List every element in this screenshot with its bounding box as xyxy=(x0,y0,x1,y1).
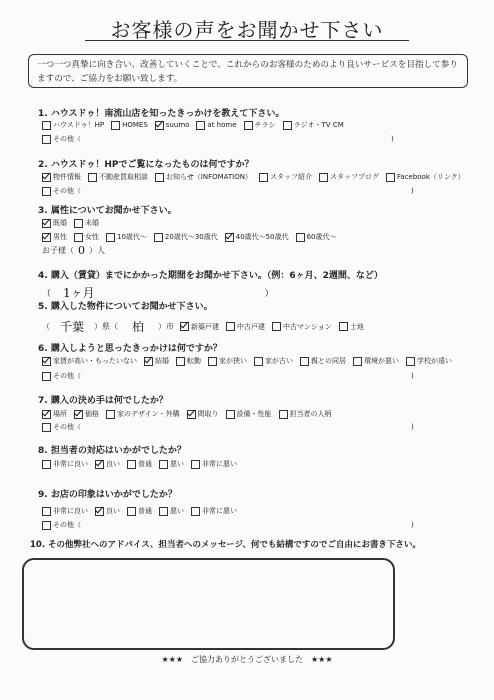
q1-option-label: ラジオ・TV CM xyxy=(293,121,344,129)
q5-location-row xyxy=(42,318,371,335)
q6-checkbox[interactable] xyxy=(353,357,362,366)
q5-type-option[interactable] xyxy=(226,322,265,332)
q5-type-option-label: 中古戸建 xyxy=(237,322,266,331)
q6-option-label: 家が狭い xyxy=(219,357,247,365)
q8-option[interactable] xyxy=(42,459,88,469)
q8-option-label: 非常に良い xyxy=(53,460,88,468)
q7-other-row xyxy=(42,422,414,432)
q6-checkbox[interactable] xyxy=(254,357,263,366)
q6-other-row xyxy=(42,371,414,381)
q2-option-label: お知らせ（INFOMATION） xyxy=(166,173,252,181)
q9-option[interactable] xyxy=(191,506,237,516)
q6-option[interactable] xyxy=(254,356,293,366)
q5-open-paren: （ xyxy=(42,322,50,331)
q7-option[interactable] xyxy=(74,409,99,419)
q7-other-close: ) xyxy=(411,423,414,431)
q3-gender-age-option-label: 10歳代～ xyxy=(117,233,147,241)
q6-option[interactable] xyxy=(353,356,399,366)
q5-type-option[interactable] xyxy=(180,322,219,332)
q7-checkbox[interactable] xyxy=(74,410,83,419)
q2-option[interactable] xyxy=(386,172,465,182)
q2-option[interactable] xyxy=(259,172,312,182)
q2-other-row xyxy=(42,186,414,196)
q1-option-label: チラシ xyxy=(254,121,276,129)
q3-gender-age-option[interactable] xyxy=(154,232,218,242)
q3-children-suffix: ）人 xyxy=(89,246,105,255)
q7-title: 7. 購入の決め手は何でしたか？ xyxy=(38,396,168,406)
q3-marital-option[interactable] xyxy=(42,218,67,228)
q1-other-row xyxy=(42,134,394,144)
q6-option[interactable] xyxy=(406,356,452,366)
q7-option-label: 設備・性能 xyxy=(236,410,272,418)
q3-gender-age-option[interactable] xyxy=(106,232,147,242)
q6-options xyxy=(42,356,459,366)
q5-type-option-label: 土地 xyxy=(349,322,364,331)
q7-option[interactable] xyxy=(279,409,332,419)
q6-checkbox[interactable] xyxy=(42,357,51,366)
q7-option[interactable] xyxy=(42,409,67,419)
q3-gender-age-option[interactable] xyxy=(42,232,67,242)
q5-city[interactable]: 柏 xyxy=(132,320,145,334)
q7-other-checkbox[interactable] xyxy=(42,423,51,432)
q2-other-label: その他（ xyxy=(53,187,81,195)
q3-children-label: お子様（ xyxy=(42,246,74,255)
q5-type-option[interactable] xyxy=(339,322,364,332)
q7-option-label: 家のデザイン・外構 xyxy=(117,410,180,418)
q2-option[interactable] xyxy=(319,172,379,182)
q3-gender-age-checkbox[interactable] xyxy=(225,233,234,242)
q5-types xyxy=(180,322,371,332)
q2-checkbox[interactable] xyxy=(259,173,268,182)
q9-checkbox[interactable] xyxy=(127,507,136,516)
q6-option[interactable] xyxy=(208,356,247,366)
q3-marital xyxy=(42,218,106,228)
q3-gender-age-checkbox[interactable] xyxy=(106,233,115,242)
q7-option-label: 担当者の人柄 xyxy=(289,410,332,418)
q9-option-label: 非常に良い xyxy=(53,507,88,515)
q8-options xyxy=(42,459,244,469)
q3-marital-option[interactable] xyxy=(74,218,99,228)
q4-close-paren: ） xyxy=(264,289,274,299)
q2-checkbox[interactable] xyxy=(386,173,395,182)
q2-checkbox[interactable] xyxy=(155,173,164,182)
q5-type-checkbox[interactable] xyxy=(272,322,281,331)
q6-option[interactable] xyxy=(42,356,137,366)
q6-option-label: 結婚 xyxy=(155,357,169,365)
q9-option-label: 悪い xyxy=(170,507,184,515)
q8-title: 8. 担当者の対応はいかがでしたか？ xyxy=(38,446,186,456)
q3-gender-age-option-label: 20歳代～30歳代 xyxy=(164,233,218,241)
q8-option[interactable] xyxy=(191,459,237,469)
q3-gender-age-checkbox[interactable] xyxy=(296,233,305,242)
q7-option[interactable] xyxy=(226,409,272,419)
q5-type-checkbox[interactable] xyxy=(339,322,348,331)
q6-option-label: 家賃が高い・もったいない xyxy=(53,357,137,365)
q2-option-label: スタッフ紹介 xyxy=(270,173,312,181)
q8-checkbox[interactable] xyxy=(159,460,168,469)
q2-other-checkbox[interactable] xyxy=(42,187,51,196)
q6-checkbox[interactable] xyxy=(406,357,415,366)
q3-gender-age-option[interactable] xyxy=(225,232,289,242)
q3-gender-age-option-label: 女性 xyxy=(85,233,99,241)
q5-type-checkbox[interactable] xyxy=(180,322,189,331)
q6-option-label: 環境が悪い xyxy=(364,357,399,365)
q6-option[interactable] xyxy=(300,356,346,366)
q9-title: 9. お店の印象はいかがでしたか？ xyxy=(38,490,177,500)
q1-option[interactable] xyxy=(196,121,236,130)
q5-type-option-label: 中古マンション xyxy=(283,322,332,331)
free-comment-box[interactable] xyxy=(22,558,395,650)
q1-option-label: ハウスドゥ！HP xyxy=(53,121,105,129)
q1-other-label: その他（ xyxy=(53,135,81,143)
q9-option-label: 非常に悪い xyxy=(202,507,237,515)
q9-options xyxy=(42,506,244,516)
q8-option-label: 非常に悪い xyxy=(202,460,237,468)
q8-option[interactable] xyxy=(95,459,120,469)
q2-options xyxy=(42,172,472,182)
q7-checkbox[interactable] xyxy=(279,410,288,419)
q5-type-checkbox[interactable] xyxy=(226,322,235,331)
q3-gender-age-option[interactable] xyxy=(296,232,337,242)
q3-marital-checkbox[interactable] xyxy=(42,219,51,228)
q3-gender-age-checkbox[interactable] xyxy=(74,233,83,242)
q3-title: 3. 属性についてお聞かせ下さい。 xyxy=(38,206,177,216)
q1-checkbox[interactable] xyxy=(155,121,164,130)
q6-option[interactable] xyxy=(144,356,169,366)
q1-checkbox[interactable] xyxy=(244,121,253,130)
thanks-footer: ★★★ ご協力ありがとうございました ★★★ xyxy=(161,655,333,664)
q9-other-label: その他（ xyxy=(53,521,81,529)
q1-option[interactable] xyxy=(42,120,104,130)
q2-other-close: ) xyxy=(411,187,414,195)
q7-option[interactable] xyxy=(106,409,180,419)
q3-gender-age-option-label: 40歳代～50歳代 xyxy=(235,233,289,241)
q6-checkbox[interactable] xyxy=(208,357,217,366)
q8-checkbox[interactable] xyxy=(42,460,51,469)
q2-checkbox[interactable] xyxy=(42,173,51,182)
q6-option-label: 転勤 xyxy=(187,357,201,365)
q6-option-label: 学校が遠い xyxy=(417,357,452,365)
q7-checkbox[interactable] xyxy=(106,410,115,419)
intro-box: 一つ一つ真摯に向き合い、改善していくことで、これからのお客様のためのより良いサービスを目指して参りますので、ご協力をお願い致します。 xyxy=(28,54,468,88)
q1-options xyxy=(42,120,351,130)
q2-option[interactable] xyxy=(155,172,252,182)
q8-checkbox[interactable] xyxy=(191,460,200,469)
q4-title: 4. 購入（賃貸）までにかかった期間をお聞かせ下さい。（例：6ヶ月、2週間、など） xyxy=(38,271,383,281)
q4-answer[interactable]: 1ヶ月 xyxy=(63,286,95,300)
q9-other-close: ) xyxy=(411,521,414,529)
q9-checkbox[interactable] xyxy=(95,507,104,516)
q2-option-label: Facebook（リンク） xyxy=(397,173,465,181)
q6-checkbox[interactable] xyxy=(176,357,185,366)
q2-checkbox[interactable] xyxy=(319,173,328,182)
q6-checkbox[interactable] xyxy=(300,357,309,366)
q9-checkbox[interactable] xyxy=(159,507,168,516)
q3-gender-age-checkbox[interactable] xyxy=(154,233,163,242)
q8-checkbox[interactable] xyxy=(95,460,104,469)
q3-gender-age-checkbox[interactable] xyxy=(42,233,51,242)
q1-checkbox[interactable] xyxy=(196,121,205,130)
q9-other-row xyxy=(42,520,414,530)
q7-options xyxy=(42,409,339,419)
q7-option-label: 価格 xyxy=(85,410,99,418)
q9-other-checkbox[interactable] xyxy=(42,521,51,530)
q2-checkbox[interactable] xyxy=(88,173,97,182)
q1-option[interactable] xyxy=(244,120,276,130)
q1-option-label: HOMES xyxy=(122,121,148,129)
q9-checkbox[interactable] xyxy=(191,507,200,516)
q6-other-label: その他（ xyxy=(53,372,81,380)
q3-gender-age-option[interactable] xyxy=(74,232,99,242)
q5-city-suffix: ）市 xyxy=(158,322,175,331)
q2-option-label: スタッフブログ xyxy=(330,173,379,181)
q6-checkbox[interactable] xyxy=(144,357,153,366)
q9-option[interactable] xyxy=(127,506,152,516)
q7-checkbox[interactable] xyxy=(42,410,51,419)
q2-option[interactable] xyxy=(42,172,81,182)
q3-gender-age-option-label: 60歳代～ xyxy=(306,233,337,241)
q9-option[interactable] xyxy=(95,506,120,516)
q8-option[interactable] xyxy=(159,459,184,469)
q3-children-row xyxy=(42,244,105,257)
q2-title: 2. ハウスドゥ！HPでご覧になったものは何ですか？ xyxy=(38,160,254,170)
q1-option-label: suumo xyxy=(165,121,190,129)
q1-checkbox[interactable] xyxy=(42,121,51,130)
q1-option[interactable] xyxy=(111,121,148,130)
q9-option-label: 良い xyxy=(106,507,120,515)
q5-type-option-label: 新築戸建 xyxy=(191,322,220,331)
q8-checkbox[interactable] xyxy=(127,460,136,469)
q7-option-label: 場所 xyxy=(53,410,67,418)
q6-title: 6. 購入しようと思ったきっかけは何ですか？ xyxy=(38,344,222,354)
q3-marital-option-label: 既婚 xyxy=(53,219,67,227)
q6-other-checkbox[interactable] xyxy=(42,372,51,381)
q8-option[interactable] xyxy=(127,459,152,469)
q7-checkbox[interactable] xyxy=(187,410,196,419)
q9-option[interactable] xyxy=(42,506,88,516)
q1-option[interactable] xyxy=(155,121,190,130)
q2-option-label: 不動産買取相談 xyxy=(99,173,148,181)
q2-option[interactable] xyxy=(88,172,148,182)
q5-pref-suffix: ）県（ xyxy=(94,322,119,331)
q3-gender-age-option-label: 男性 xyxy=(53,233,67,241)
q1-other-checkbox[interactable] xyxy=(42,135,51,144)
q9-checkbox[interactable] xyxy=(42,507,51,516)
q3-gender-age xyxy=(42,232,344,242)
q8-option-label: 悪い xyxy=(170,460,184,468)
q7-option-label: 間取り xyxy=(197,410,219,418)
q10-title: 10. その他弊社へのアドバイス、担当者へのメッセージ、何でも結構ですのでご自由にお書き下さい。 xyxy=(30,540,421,550)
q2-option-label: 物件情報 xyxy=(53,173,81,181)
title-underline xyxy=(85,40,409,41)
q6-option-label: 家が古い xyxy=(265,357,293,365)
q7-checkbox[interactable] xyxy=(226,410,235,419)
q6-option-label: 親との同居 xyxy=(311,357,346,365)
q9-option-label: 普通 xyxy=(138,507,152,515)
q6-option[interactable] xyxy=(176,356,201,366)
q1-option[interactable] xyxy=(283,120,344,130)
q9-option[interactable] xyxy=(159,506,184,516)
q7-option[interactable] xyxy=(187,409,219,419)
q3-children-value[interactable]: 0 xyxy=(78,244,85,257)
q3-marital-checkbox[interactable] xyxy=(74,219,83,228)
page-title: お客様の声をお聞かせ下さい xyxy=(110,18,384,42)
q6-other-close: ) xyxy=(411,372,414,380)
q1-checkbox[interactable] xyxy=(283,121,292,130)
q1-title: 1. ハウスドゥ！南流山店を知ったきっかけを教えて下さい。 xyxy=(38,109,285,119)
q3-marital-option-label: 未婚 xyxy=(85,219,99,227)
q8-option-label: 良い xyxy=(106,460,120,468)
q7-other-label: その他（ xyxy=(53,423,81,431)
q1-other-close: ) xyxy=(391,135,394,143)
q1-checkbox[interactable] xyxy=(111,121,120,130)
q5-type-option[interactable] xyxy=(272,322,332,332)
q4-open-paren: （ xyxy=(42,289,52,299)
q8-option-label: 普通 xyxy=(138,460,152,468)
q1-option-label: at home xyxy=(207,121,237,129)
q5-title: 5. 購入した物件についてお聞かせ下さい。 xyxy=(38,302,213,312)
q5-prefecture[interactable]: 千葉 xyxy=(60,320,85,334)
